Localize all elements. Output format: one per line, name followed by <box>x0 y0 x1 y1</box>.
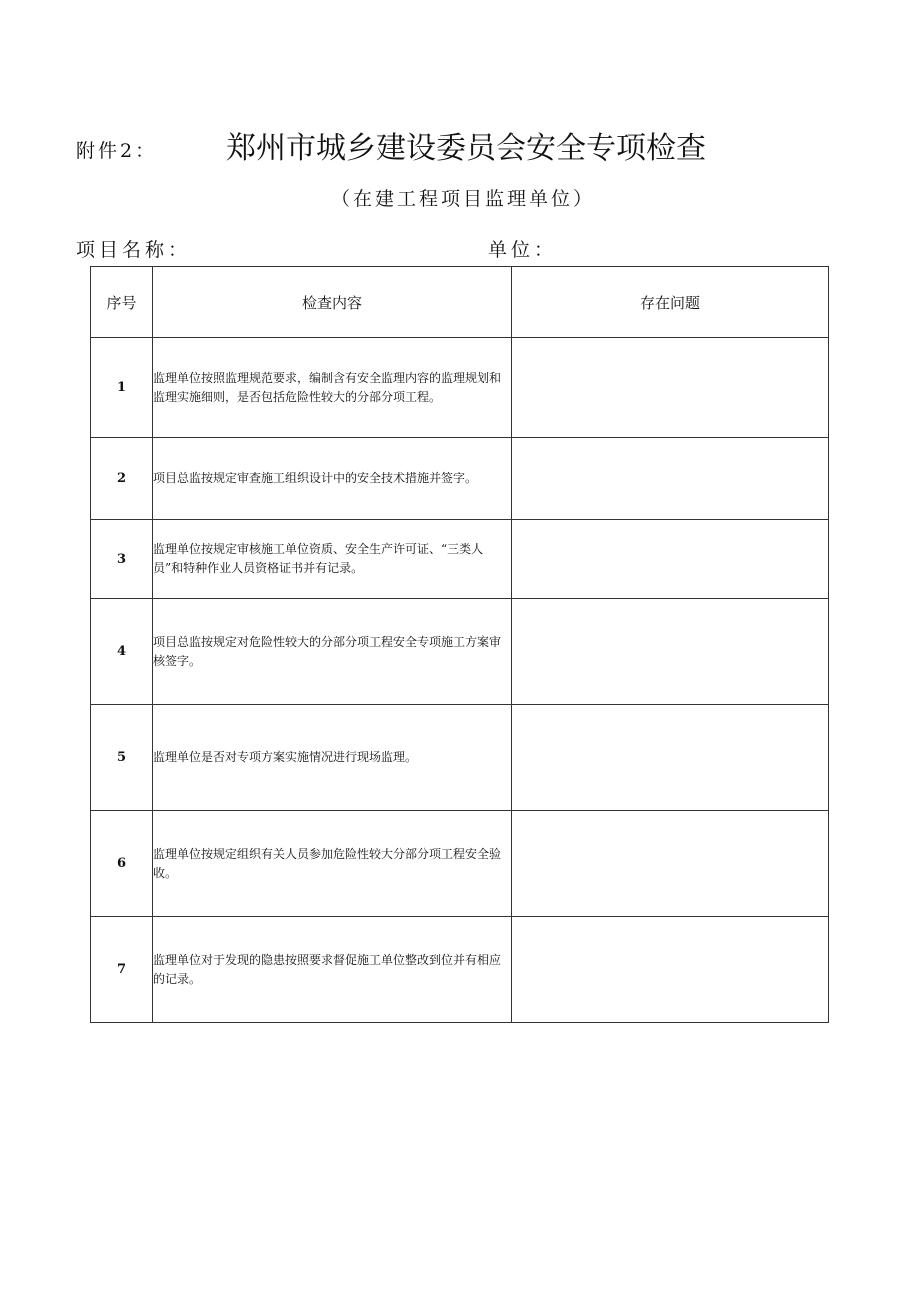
row-number: 4 <box>91 599 153 705</box>
row-issue-cell[interactable] <box>512 599 829 705</box>
row-number: 5 <box>91 705 153 811</box>
row-issue-cell[interactable] <box>512 917 829 1023</box>
column-header-issues: 存在问题 <box>512 267 829 338</box>
table-row <box>91 917 829 1023</box>
table-row <box>91 438 829 520</box>
attachment-label: 附件2： <box>76 140 158 162</box>
row-number: 2 <box>91 438 153 520</box>
table-row <box>91 520 829 599</box>
table-row <box>91 599 829 705</box>
row-issue-cell[interactable] <box>512 705 829 811</box>
page-title: 郑州市城乡建设委员会安全专项检查 <box>226 131 706 166</box>
row-content: 监理单位是否对专项方案实施情况进行现场监理。 <box>153 705 512 811</box>
column-header-content: 检查内容 <box>153 267 512 338</box>
row-content: 监理单位按照监理规范要求，编制含有安全监理内容的监理规划和监理实施细则，是否包括危险性较大的分部分项工程。 <box>153 338 512 438</box>
inspection-table <box>90 266 829 1023</box>
table-header-row <box>91 267 829 338</box>
row-number: 3 <box>91 520 153 599</box>
row-content: 项目总监按规定审查施工组织设计中的安全技术措施并签字。 <box>153 438 512 520</box>
row-number: 1 <box>91 338 153 438</box>
row-content: 项目总监按规定对危险性较大的分部分项工程安全专项施工方案审核签字。 <box>153 599 512 705</box>
row-content: 监理单位按规定组织有关人员参加危险性较大分部分项工程安全验收。 <box>153 811 512 917</box>
row-issue-cell[interactable] <box>512 811 829 917</box>
row-issue-cell[interactable] <box>512 520 829 599</box>
table-row <box>91 705 829 811</box>
row-content: 监理单位对于发现的隐患按照要求督促施工单位整改到位并有相应的记录。 <box>153 917 512 1023</box>
column-header-number: 序号 <box>91 267 153 338</box>
row-issue-cell[interactable] <box>512 338 829 438</box>
page-subtitle: （在建工程项目监理单位） <box>331 188 596 210</box>
table-row <box>91 811 829 917</box>
row-number: 7 <box>91 917 153 1023</box>
table-row <box>91 338 829 438</box>
row-content: 监理单位按规定审核施工单位资质、安全生产许可证、“三类人员”和特种作业人员资格证书并有记录。 <box>153 520 512 599</box>
row-number: 6 <box>91 811 153 917</box>
project-name-label: 项目名称： <box>76 239 192 261</box>
row-issue-cell[interactable] <box>512 438 829 520</box>
unit-label: 单位： <box>488 239 558 261</box>
